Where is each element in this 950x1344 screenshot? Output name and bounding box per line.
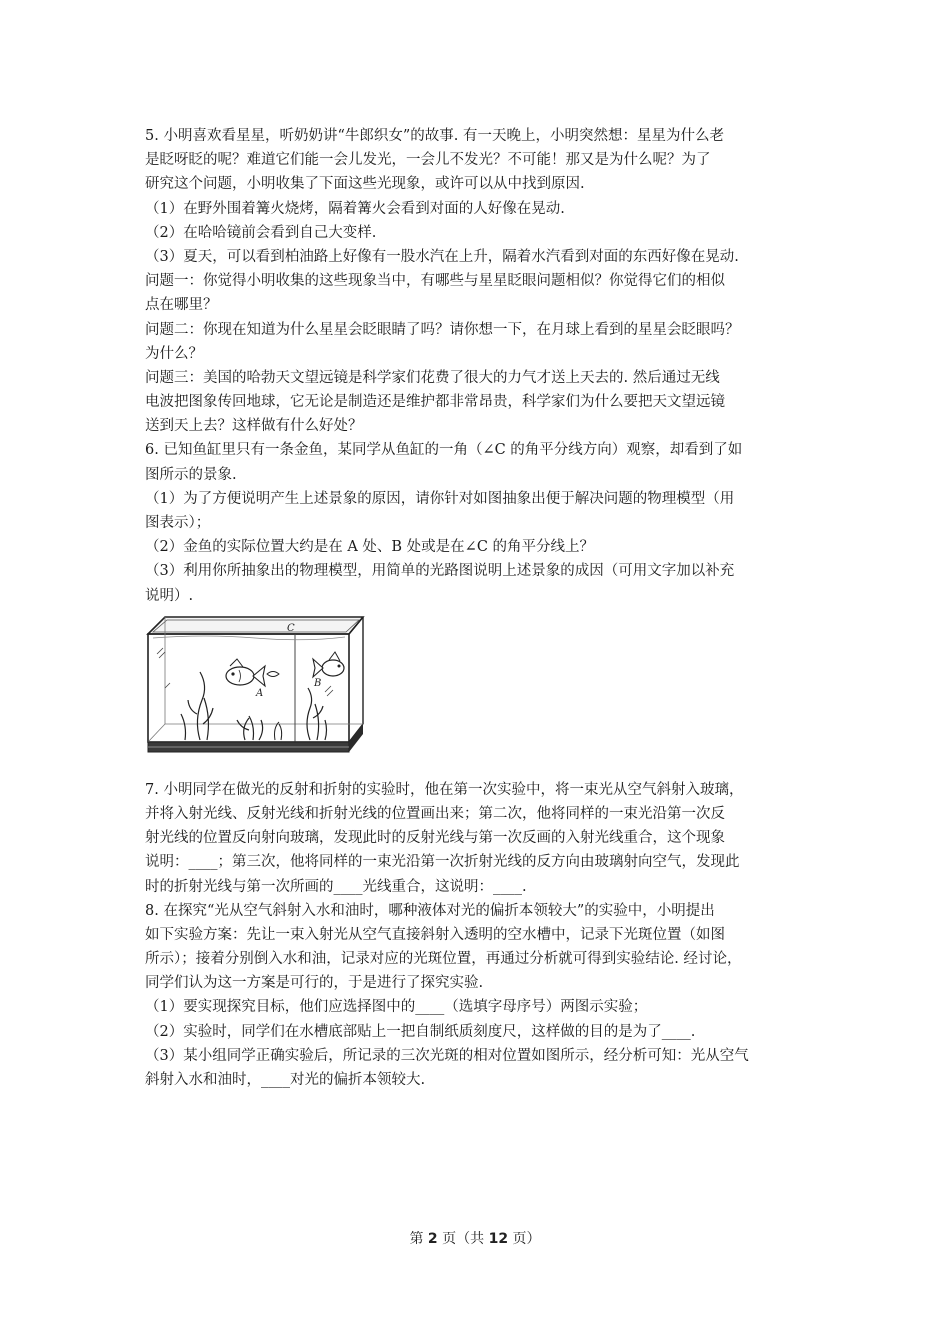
question-6 bbox=[145, 438, 825, 771]
text-line: 8. 在探究“光从空气斜射入水和油时，哪种液体对光的偏折本领较大”的实验中，小明提出 bbox=[145, 902, 715, 919]
plant-icon bbox=[181, 672, 213, 740]
label-b: B bbox=[314, 677, 322, 689]
text-line: 问题二：你现在知道为什么星星会眨眼睛了吗？请你想一下，在月球上看到的星星会眨眼吗？ bbox=[145, 321, 740, 338]
label-c: C bbox=[287, 622, 295, 634]
text-line: （2）实验时，同学们在水槽底部贴上一把自制纸质刻度尺，这样做的目的是为了____. bbox=[145, 1023, 696, 1040]
text-line: 时的折射光线与第一次所画的____光线重合，这说明：____. bbox=[145, 878, 527, 895]
aquarium-illustration bbox=[145, 614, 367, 772]
text-line: 斜射入水和油时，____对光的偏折本领较大. bbox=[145, 1072, 426, 1088]
plant-icon bbox=[307, 688, 327, 740]
text-line: （3）利用你所抽象出的物理模型，用简单的光路图说明上述景象的成因（可用文字加以补充 bbox=[145, 563, 735, 580]
footer-total-pages: 12 bbox=[488, 1231, 509, 1247]
text-line: 研究这个问题，小明收集了下面这些光现象，或许可以从中找到原因. bbox=[145, 176, 585, 193]
text-line: 问题三：美国的哈勃天文望远镜是科学家们花费了很大的力气才送上天去的. 然后通过无线 bbox=[145, 369, 720, 386]
text-line: 图所示的景象. bbox=[145, 466, 237, 483]
text-line: （3）某小组同学正确实验后，所记录的三次光斑的相对位置如图所示，经分析可知：光从空气 bbox=[145, 1047, 749, 1064]
footer-middle: 页（共 bbox=[437, 1231, 489, 1247]
text-line: （1）在野外围着篝火烧烤，隔着篝火会看到对面的人好像在晃动. bbox=[145, 200, 565, 217]
text-line: 并将入射光线、反射光线和折射光线的位置画出来；第二次，他将同样的一束光沿第一次反 bbox=[145, 805, 725, 822]
text-line: 是眨呀眨的呢？难道它们能一会儿发光，一会儿不发光？不可能！那又是为什么呢？为了 bbox=[145, 152, 711, 169]
text-line: 点在哪里？ bbox=[145, 297, 218, 314]
page-content bbox=[145, 124, 825, 1092]
fish-b-icon bbox=[313, 652, 344, 677]
text-line: 7. 小明同学在做光的反射和折射的实验时，他在第一次实验中，将一束光从空气斜射入玻璃， bbox=[145, 781, 744, 798]
text-line: 6. 已知鱼缸里只有一条金鱼，某同学从鱼缸的一角（∠C 的角平分线方向）观察，却看到了如 bbox=[145, 442, 743, 459]
text-line: （1）要实现探究目标，他们应选择图中的____（选填字母序号）两图示实验； bbox=[145, 999, 648, 1016]
text-line: 说明）. bbox=[145, 587, 194, 604]
footer-suffix: 页） bbox=[508, 1231, 541, 1247]
page-footer bbox=[0, 1228, 950, 1248]
text-line: 说明：____；第三次，他将同样的一束光沿第一次折射光线的反方向由玻璃射向空气，发现此 bbox=[145, 854, 740, 871]
text-line: 5. 小明喜欢看星星，听奶奶讲“牛郎织女”的故事. 有一天晚上，小明突然想：星星为什么老 bbox=[145, 128, 724, 144]
footer-page-number: 2 bbox=[427, 1231, 438, 1247]
text-line: 如下实验方案：先让一束入射光从空气直接斜射入透明的空水槽中，记录下光斑位置（如图 bbox=[145, 926, 725, 943]
aquarium-figure bbox=[145, 614, 825, 772]
text-line: （2）在哈哈镜前会看到自己大变样. bbox=[145, 224, 377, 241]
text-line: 同学们认为这一方案是可行的，于是进行了探究实验. bbox=[145, 975, 484, 992]
text-line: 送到天上去？这样做有什么好处？ bbox=[145, 418, 363, 435]
label-a: A bbox=[256, 687, 264, 699]
text-line: 为什么？ bbox=[145, 345, 203, 362]
question-7 bbox=[145, 778, 825, 899]
text-line: 问题一：你觉得小明收集的这些现象当中，有哪些与星星眨眼问题相似？你觉得它们的相似 bbox=[145, 273, 725, 290]
text-line: 电波把图象传回地球，它无论是制造还是维护都非常昂贵，科学家们为什么要把天文望远镜 bbox=[145, 394, 725, 411]
footer-prefix: 第 bbox=[409, 1231, 428, 1247]
text-line: （1）为了方便说明产生上述景象的原因，请你针对如图抽象出便于解决问题的物理模型（用 bbox=[145, 490, 735, 507]
text-line: 图表示）； bbox=[145, 515, 211, 531]
question-8 bbox=[145, 899, 825, 1093]
text-line: （2）金鱼的实际位置大约是在 A 处、B 处或是在∠C 的角平分线上？ bbox=[145, 539, 595, 556]
text-line: （3）夏天，可以看到柏油路上好像有一股水汽在上升，隔着水汽看到对面的东西好像在晃动. bbox=[145, 248, 739, 265]
fish-a-icon bbox=[226, 659, 265, 686]
text-line: 所示）；接着分别倒入水和油，记录对应的光斑位置，再通过分析就可得到实验结论. 经讨论， bbox=[145, 951, 742, 968]
plant-icon bbox=[275, 722, 282, 740]
plant-icon bbox=[237, 716, 263, 740]
question-5 bbox=[145, 124, 825, 438]
text-line: 射光线的位置反向射向玻璃，发现此时的反射光线与第一次反画的入射光线重合，这个现象 bbox=[145, 830, 725, 847]
